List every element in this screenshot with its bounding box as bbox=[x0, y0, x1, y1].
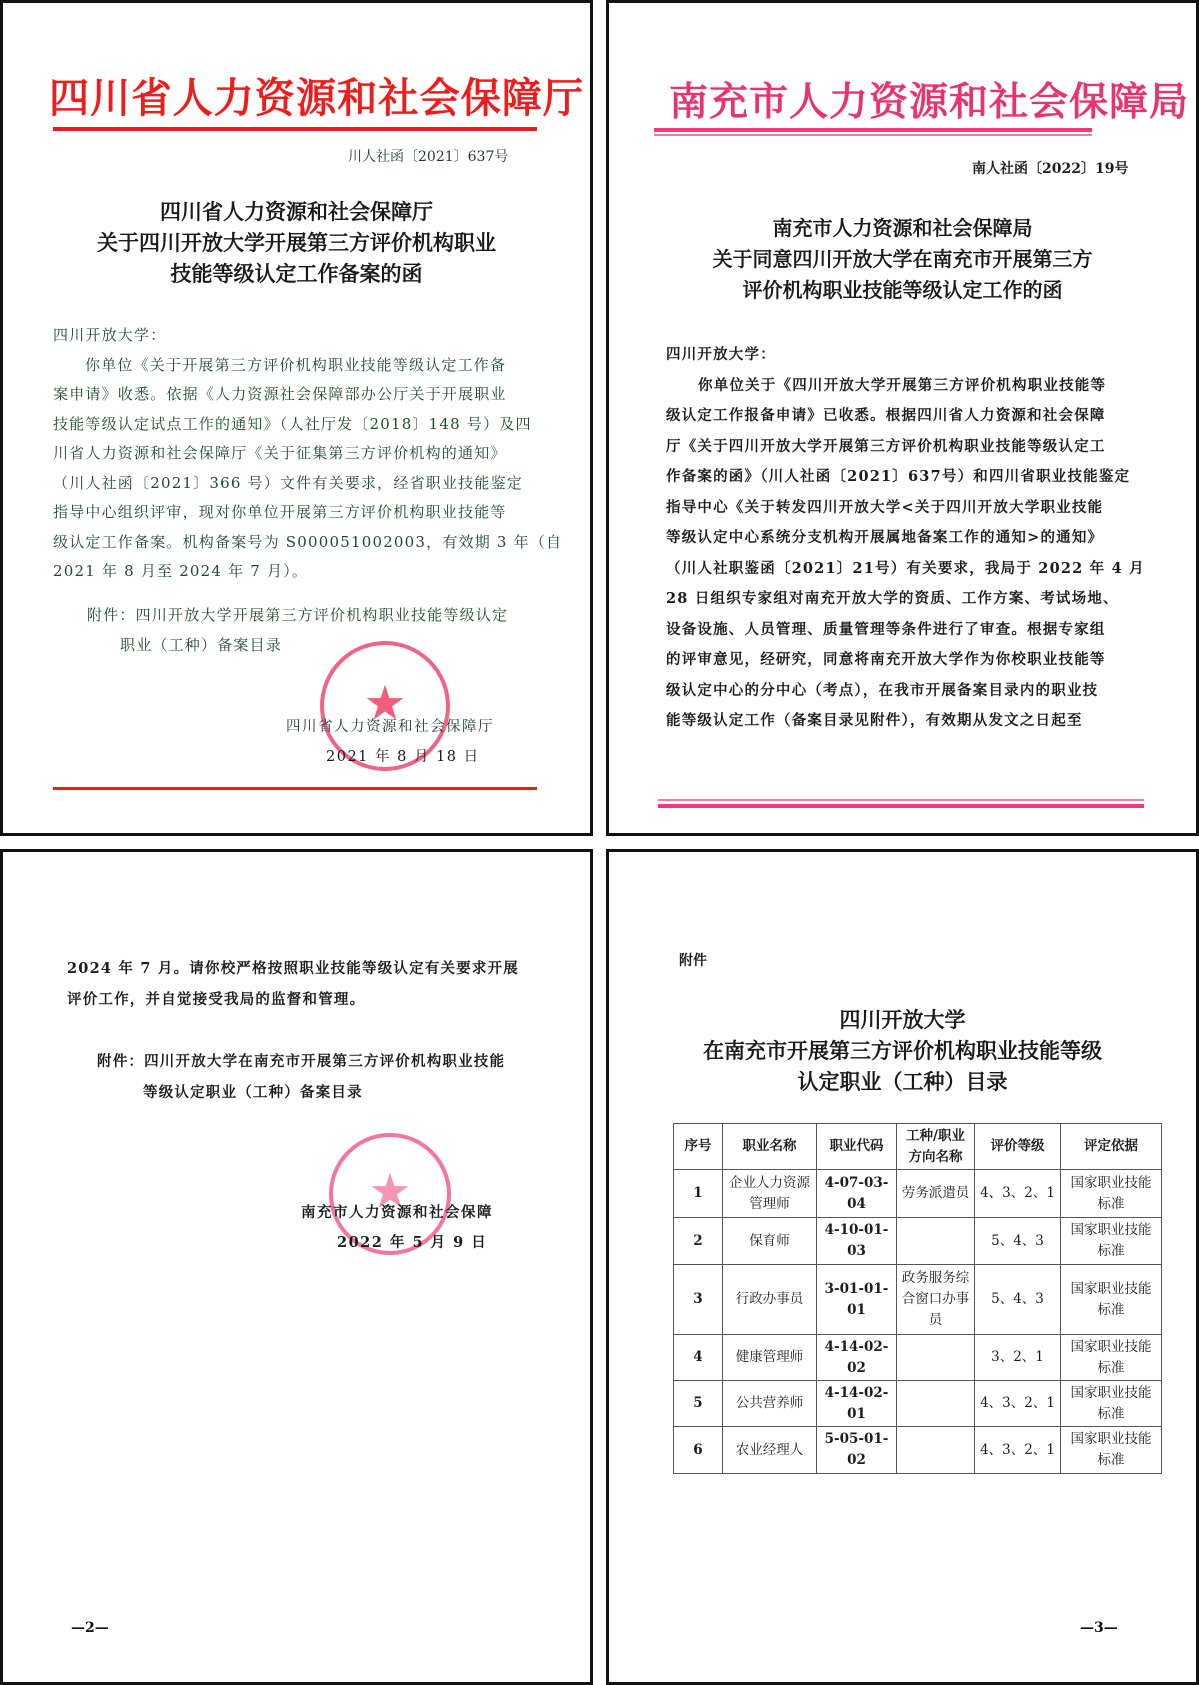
cell-seq: 3 bbox=[674, 1265, 723, 1335]
page-number: —3— bbox=[1080, 1620, 1118, 1636]
masthead-red-rule bbox=[53, 127, 537, 131]
footer-pink-thin-rule bbox=[658, 799, 1144, 801]
body-line: 指导中心《关于转发四川开放大学<关于四川开放大学职业技能 bbox=[666, 498, 1104, 516]
masthead-title: 四川省人力资源和社会保障厅 bbox=[49, 74, 585, 122]
attachment-label: 附件 bbox=[679, 953, 707, 969]
cell-name: 健康管理师 bbox=[723, 1335, 817, 1381]
body-line: （川人社函〔2021〕366 号）文件有关要求，经省职业技能鉴定 bbox=[53, 473, 523, 492]
page-2-city-letter bbox=[606, 0, 1199, 836]
cell-code: 4-10-01-03 bbox=[817, 1218, 897, 1265]
cell-name: 保育师 bbox=[723, 1218, 817, 1265]
title-line: 四川开放大学 bbox=[839, 1007, 966, 1032]
cell-name: 企业人力资源管理师 bbox=[723, 1170, 817, 1218]
letter-title bbox=[609, 213, 1196, 306]
cell-code: 4-07-03-04 bbox=[817, 1170, 897, 1218]
attachment-line: 职业（工种）备案目录 bbox=[120, 635, 283, 654]
cell-code: 4-14-02-02 bbox=[817, 1335, 897, 1381]
body-line: 28 日组织专家组对南充开放大学的资质、工作方案、考试场地、 bbox=[666, 590, 1119, 607]
cell-seq: 5 bbox=[674, 1381, 723, 1427]
cell-direction: 政务服务综合窗口办事员 bbox=[897, 1265, 975, 1335]
header-direction: 工种/职业方向名称 bbox=[897, 1124, 975, 1170]
cell-seq: 6 bbox=[674, 1427, 723, 1474]
title-line: 关于四川开放大学开展第三方评价机构职业 bbox=[97, 230, 496, 255]
cell-direction bbox=[897, 1427, 975, 1474]
page-4-attachment-catalog bbox=[606, 849, 1199, 1685]
cell-basis: 国家职业技能标准 bbox=[1061, 1427, 1162, 1474]
cell-code: 4-14-02-01 bbox=[817, 1381, 897, 1427]
body-line: 技能等级认定试点工作的通知》（人社厅发〔2018〕148 号）及四 bbox=[53, 414, 532, 433]
cell-basis: 国家职业技能标准 bbox=[1061, 1170, 1162, 1218]
body-line: 能等级认定工作（备案目录见附件），有效期从发文之日起至 bbox=[666, 712, 1083, 729]
title-line: 四川省人力资源和社会保障厅 bbox=[160, 199, 433, 224]
letter-title bbox=[3, 196, 590, 289]
cell-direction bbox=[897, 1381, 975, 1427]
star-icon: ★ bbox=[368, 1163, 412, 1220]
body-line: 你单位关于《四川开放大学开展第三方评价机构职业技能等 bbox=[698, 376, 1107, 394]
attachment-line: 等级认定职业（工种）备案目录 bbox=[143, 1083, 363, 1101]
page-3-letter-continued bbox=[0, 849, 593, 1685]
title-line: 南充市人力资源和社会保障局 bbox=[772, 216, 1033, 240]
table-row bbox=[674, 1381, 1162, 1427]
table-row bbox=[674, 1265, 1162, 1335]
masthead-title: 南充市人力资源和社会保障局 bbox=[669, 79, 1190, 125]
header-seq: 序号 bbox=[674, 1124, 723, 1170]
cell-seq: 1 bbox=[674, 1170, 723, 1218]
cell-levels: 4、3、2、1 bbox=[975, 1427, 1061, 1474]
cell-basis: 国家职业技能标准 bbox=[1061, 1335, 1162, 1381]
header-occupation-code: 职业代码 bbox=[817, 1124, 897, 1170]
body-line: 评价工作，并自觉接受我局的监督和管理。 bbox=[67, 990, 366, 1008]
header-levels: 评价等级 bbox=[975, 1124, 1061, 1170]
signature-date: 2022 年 5 月 9 日 bbox=[337, 1234, 488, 1251]
letter-body bbox=[666, 340, 1156, 737]
header-basis: 评定依据 bbox=[1061, 1124, 1162, 1170]
cell-direction bbox=[897, 1335, 975, 1381]
body-line: 级认定中心的分中心（考点），在我市开展备案目录内的职业技 bbox=[666, 681, 1099, 699]
masthead-pink-rule bbox=[654, 128, 1092, 132]
attachment-line: 附件：四川开放大学在南充市开展第三方评价机构职业技能 bbox=[97, 1053, 506, 1070]
body-line: 级认定工作报备申请》已收悉。根据四川省人力资源和社会保障 bbox=[666, 407, 1106, 424]
footer-pink-rule bbox=[658, 804, 1144, 808]
body-line: （川人社职鉴函〔2021〕21号）有关要求，我局于 2022 年 4 月 bbox=[666, 559, 1145, 577]
letter-body-continued bbox=[67, 954, 519, 1015]
title-line: 认定职业（工种）目录 bbox=[797, 1069, 1008, 1094]
page-1-provincial-letter bbox=[0, 0, 593, 836]
body-line: 案申请》收悉。依据《人力资源社会保障部办公厅关于开展职业 bbox=[53, 385, 507, 403]
page-number: —2— bbox=[71, 1620, 109, 1636]
cell-name: 公共营养师 bbox=[723, 1381, 817, 1427]
body-line: 川省人力资源和社会保障厅《关于征集第三方评价机构的通知》 bbox=[53, 444, 507, 462]
star-icon: ★ bbox=[363, 675, 407, 732]
table-row bbox=[674, 1427, 1162, 1474]
title-line: 关于同意四川开放大学在南充市开展第三方 bbox=[712, 247, 1093, 271]
table-row bbox=[674, 1170, 1162, 1218]
cell-levels: 5、4、3 bbox=[975, 1218, 1061, 1265]
attachment-note bbox=[97, 1047, 505, 1108]
body-line: 2021 年 8 月至 2024 年 7 月）。 bbox=[53, 562, 309, 580]
cell-name: 农业经理人 bbox=[723, 1427, 817, 1474]
body-line: 级认定工作备案。机构备案号为 S000051002003，有效期 3 年（自 bbox=[53, 532, 563, 551]
cell-levels: 5、4、3 bbox=[975, 1265, 1061, 1335]
letter-body bbox=[53, 321, 563, 587]
signature-organization: 四川省人力资源和社会保障厅 bbox=[286, 719, 494, 735]
cell-levels: 4、3、2、1 bbox=[975, 1170, 1061, 1218]
occupation-catalog-table bbox=[673, 1123, 1162, 1474]
header-occupation-name: 职业名称 bbox=[723, 1124, 817, 1170]
cell-seq: 2 bbox=[674, 1218, 723, 1265]
cell-levels: 3、2、1 bbox=[975, 1335, 1061, 1381]
attachment-note bbox=[87, 601, 508, 660]
addressee: 四川开放大学： bbox=[53, 326, 167, 344]
body-line: 你单位《关于开展第三方评价机构职业技能等级认定工作备 bbox=[85, 355, 507, 374]
signature-organization: 南充市人力资源和社会保障 bbox=[301, 1204, 493, 1221]
cell-name: 行政办事员 bbox=[723, 1265, 817, 1335]
masthead-pink-thin-rule bbox=[654, 134, 1092, 136]
body-line: 厅《关于四川开放大学开展第三方评价机构职业技能等级认定工 bbox=[666, 437, 1106, 455]
cell-basis: 国家职业技能标准 bbox=[1061, 1265, 1162, 1335]
cell-direction bbox=[897, 1218, 975, 1265]
table-header-row bbox=[674, 1124, 1162, 1170]
cell-levels: 4、3、2、1 bbox=[975, 1381, 1061, 1427]
attachment-line: 附件：四川开放大学开展第三方评价机构职业技能等级认定 bbox=[87, 606, 509, 624]
footer-red-rule bbox=[53, 787, 537, 790]
body-line: 的评审意见，经研究，同意将南充开放大学作为你校职业技能等 bbox=[666, 651, 1106, 668]
body-line: 作备案的函》（川人社函〔2021〕637号）和四川省职业技能鉴定 bbox=[666, 468, 1131, 485]
document-number: 川人社函〔2021〕637号 bbox=[348, 149, 509, 165]
addressee: 四川开放大学： bbox=[666, 346, 776, 363]
body-line: 2024 年 7 月。请你校严格按照职业技能等级认定有关要求开展 bbox=[67, 960, 519, 977]
body-line: 指导中心组织评审，现对你单位开展第三方评价机构职业技能等 bbox=[53, 503, 507, 521]
catalog-title bbox=[609, 1004, 1196, 1097]
cell-basis: 国家职业技能标准 bbox=[1061, 1218, 1162, 1265]
title-line: 技能等级认定工作备案的函 bbox=[170, 261, 423, 286]
signature-date: 2021 年 8 月 18 日 bbox=[326, 749, 480, 765]
title-line: 评价机构职业技能等级认定工作的函 bbox=[742, 278, 1063, 302]
document-number: 南人社函〔2022〕19号 bbox=[972, 161, 1129, 177]
title-line: 在南充市开展第三方评价机构职业技能等级 bbox=[703, 1038, 1102, 1063]
body-line: 设备设施、人员管理、质量管理等条件进行了审查。根据专家组 bbox=[666, 620, 1106, 638]
cell-basis: 国家职业技能标准 bbox=[1061, 1381, 1162, 1427]
cell-code: 3-01-01-01 bbox=[817, 1265, 897, 1335]
cell-code: 5-05-01-02 bbox=[817, 1427, 897, 1474]
body-line: 等级认定中心系统分支机构开展属地备案工作的通知>的通知》 bbox=[666, 529, 1104, 546]
table-row bbox=[674, 1218, 1162, 1265]
cell-direction: 劳务派遣员 bbox=[897, 1170, 975, 1218]
cell-seq: 4 bbox=[674, 1335, 723, 1381]
table-row bbox=[674, 1335, 1162, 1381]
